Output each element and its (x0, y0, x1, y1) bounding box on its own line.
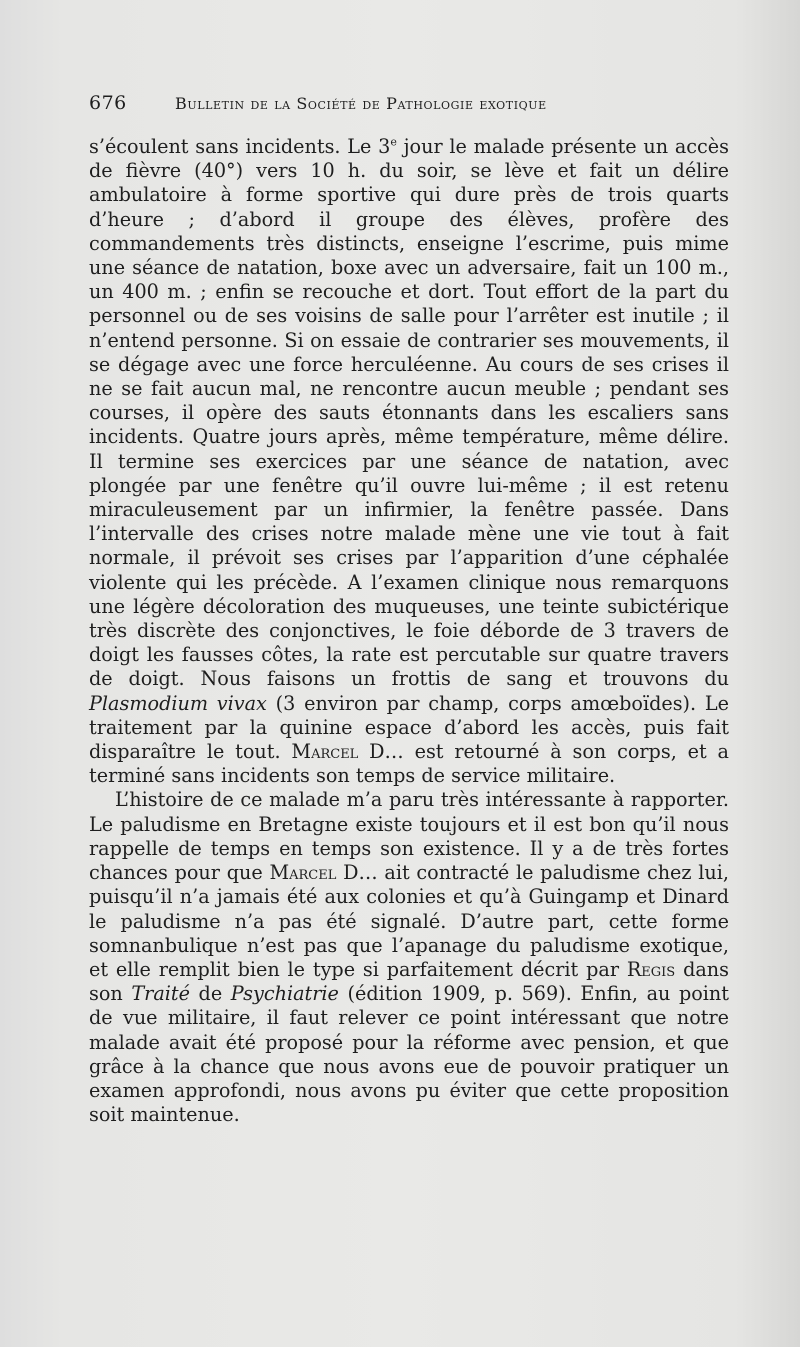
patient-name: Marcel (291, 740, 359, 764)
page-number: 676 (89, 92, 127, 114)
body-text (89, 135, 729, 1127)
patient-name: Marcel (269, 861, 337, 885)
ordinal-superscript: e (390, 135, 397, 149)
book-title-part: Traité (131, 982, 190, 1006)
page-header (89, 92, 729, 118)
species-name: Plasmodium vivax (89, 691, 267, 715)
author-name: Regis (626, 957, 676, 981)
running-title: Bulletin de la Société de Pathologie exotique (175, 94, 547, 113)
paragraph-case-report: s’écoulent sans incidents. Le 3e jour le malade présente un accès de fièvre (40°) vers 10 h. du soir, se lève et fait un délire ambulatoire à forme sportive qui dure près de trois quarts d’heure ; d’abord il groupe des élèves, profère des commandements très distincts, enseigne l’escrime, puis mime une séance de natation, boxe avec un adversaire, fait un 100 m., un 400 m. ; enfin se recouche et dort. Tout effort de la part du personnel ou de ses voisins de salle pour l’arrêter est inutile ; il n’entend personne. Si on essaie de contrarier ses mouvements, il se dégage avec une force herculéenne. Au cours de ses crises il ne se fait aucun mal, ne rencontre aucun meuble ; pendant ses courses, il opère des sauts étonnants dans les escaliers sans incidents. Quatre jours après, même température, même délire. Il termine ses exercices par une séance de natation, avec plongée par une fenêtre qu’il ouvre lui-même ; il est retenu miraculeusement par un infirmier, la fenêtre passée. Dans l’intervalle des crises notre malade mène une vie tout à fait normale, il prévoit ses crises par l’apparition d’une céphalée violente qui les précède. A l’examen clinique nous remarquons une légère décoloration des muqueuses, une teinte subictérique très discrète des conjonctives, le foie déborde de 3 travers de doigt les fausses côtes, la rate est percutable sur quatre travers de doigt. Nous faisons un frottis de sang et trouvons du Plasmodium vivax (3 environ par champ, corps amœboïdes). Le traitement par la quinine espace d’abord les accès, puis fait disparaître le tout. Marcel D… est retourné à son corps, et a terminé sans incidents son temps de service militaire. (89, 135, 729, 788)
book-title-part: Psychiatrie (230, 982, 339, 1006)
paragraph-discussion: L’histoire de ce malade m’a paru très intéressante à rapporter. Le paludisme en Bretagne existe toujours et il est bon qu’il nous rappelle de temps en temps son existence. Il y a de très fortes chances pour que Marcel D… ait contracté le paludisme chez lui, puisqu’il n’a jamais été aux colonies et qu’à Guingamp et Dinard le paludisme n’a pas été signalé. D’autre part, cette forme somnanbulique n’est pas que l’apanage du paludisme exotique, et elle remplit bien le type si parfaitement décrit par Regis dans son Traité de Psychiatrie (édition 1909, p. 569). Enfin, au point de vue militaire, il faut relever ce point intéressant que notre malade avait été proposé pour la réforme avec pension, et que grâce à la chance que nous avons eue de pouvoir pratiquer un examen approfondi, nous avons pu éviter que cette proposition soit maintenue. (89, 788, 729, 1127)
